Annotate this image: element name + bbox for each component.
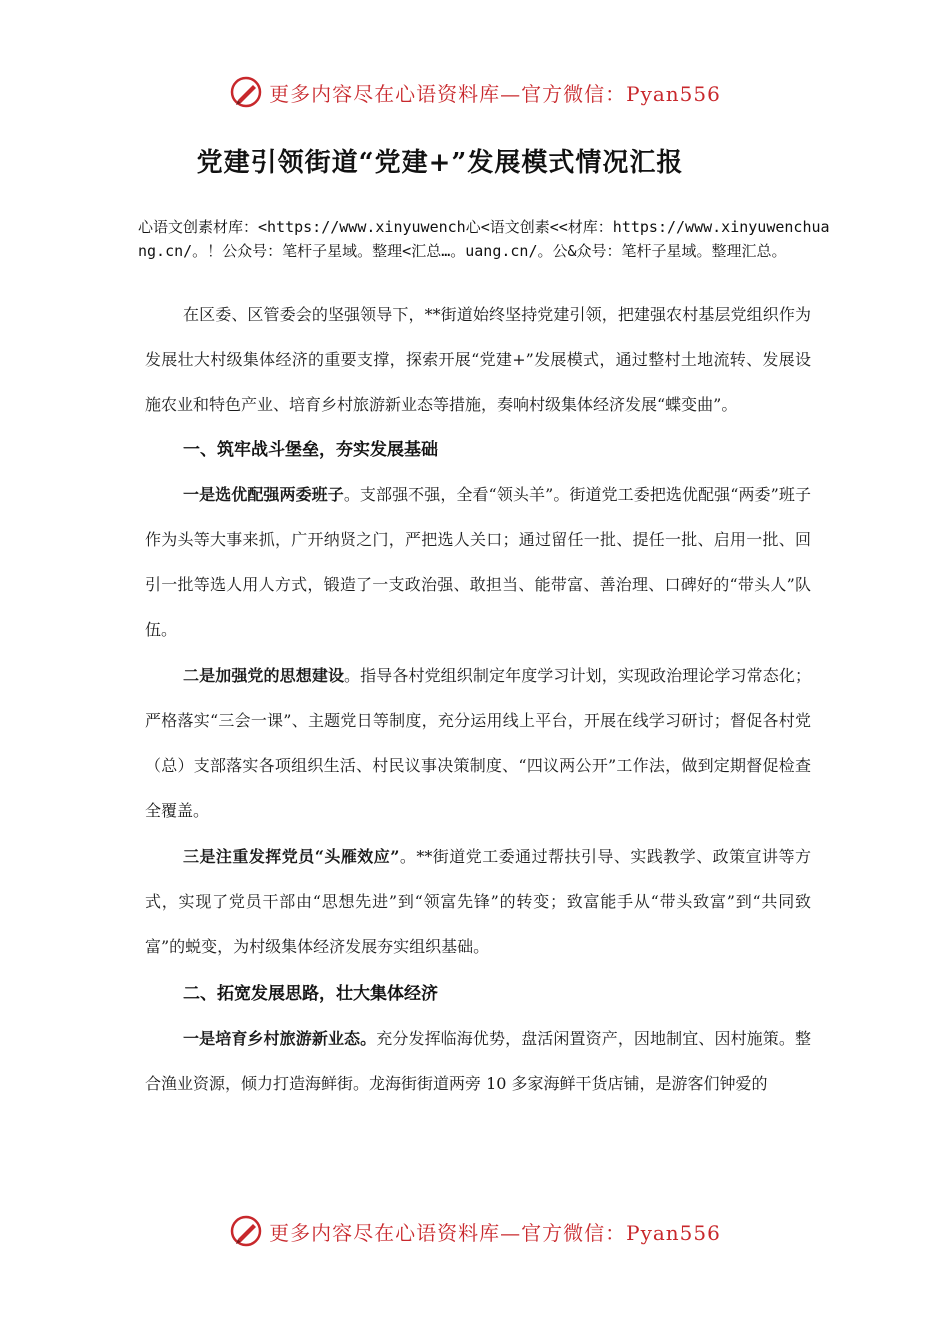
section-1-paragraph-3-lead: 三是注重发挥党员“头雁效应”: [183, 847, 400, 866]
section-1-heading: 一、筑牢战斗堡垒，夯实发展基础: [183, 440, 438, 460]
source-note: 心语文创素材库：<https://www.xinyuwench心<语文创素<<材库：https://www.xinyuwenchuang.cn/。！公众号：笔杆子星域。整理<汇总…。uang.cn/。公&众号：笔杆子星域。整理汇总。: [138, 218, 830, 260]
section-2-heading: 二、拓宽发展思路，壮大集体经济: [183, 984, 438, 1004]
section-1-paragraph-1: [145, 472, 811, 652]
banner-text: 更多内容尽在心语资料库—官方微信：Pyan556: [269, 1220, 721, 1245]
footer-watermark-banner: [0, 1211, 950, 1251]
section-1-paragraph-3-body: 。**街道党工委通过帮扶引导、实践教学、政策宣讲等方式，实现了党员干部由“思想先进”到“领富先锋”的转变；致富能手从“带头致富”到“共同致富”的蜕变，为村级集体经济发展夯实组织基础。: [145, 847, 811, 956]
header-watermark-banner: [0, 72, 950, 112]
section-1-paragraph-1-lead: 一是选优配强两委班子: [183, 485, 344, 504]
document-title: 党建引领街道“党建+”发展模式情况汇报: [196, 148, 684, 178]
pen-logo-icon: [229, 1214, 263, 1248]
section-1-paragraph-1-body: 。支部强不强，全看“领头羊”。街道党工委把选优配强“两委”班子作为头等大事来抓，广开纳贤之门，严把选人关口；通过留任一批、提任一批、启用一批、回引一批等选人用人方式，锻造了一支政治强、敢担当、能带富、善治理、口碑好的“带头人”队伍。: [145, 485, 811, 639]
section-1-paragraph-2: [145, 653, 811, 833]
pen-logo-icon: [229, 75, 263, 109]
section-2-paragraph-1-body: 充分发挥临海优势，盘活闲置资产，因地制宜、因村施策。整合渔业资源，倾力打造海鲜街。龙海街街道两旁 10 多家海鲜干货店铺，是游客们钟爱的: [145, 1029, 811, 1093]
section-2-paragraph-1: [145, 1016, 811, 1106]
section-2-paragraph-1-lead: 一是培育乡村旅游新业态。: [183, 1029, 377, 1048]
section-1-paragraph-2-lead: 二是加强党的思想建设: [183, 666, 345, 685]
intro-paragraph: 在区委、区管委会的坚强领导下，**街道始终坚持党建引领，把建强农村基层党组织作为发展壮大村级集体经济的重要支撑，探索开展“党建+”发展模式，通过整村土地流转、发展设施农业和特色产业、培育乡村旅游新业态等措施，奏响村级集体经济发展“蝶变曲”。: [145, 305, 811, 414]
section-1-paragraph-2-body: 。指导各村党组织制定年度学习计划，实现政治理论学习常态化；严格落实“三会一课”、主题党日等制度，充分运用线上平台，开展在线学习研讨；督促各村党（总）支部落实各项组织生活、村民议事决策制度、“四议两公开”工作法，做到定期督促检查全覆盖。: [145, 666, 811, 820]
banner-text: 更多内容尽在心语资料库—官方微信：Pyan556: [269, 81, 721, 106]
section-1-paragraph-3: [145, 834, 811, 969]
